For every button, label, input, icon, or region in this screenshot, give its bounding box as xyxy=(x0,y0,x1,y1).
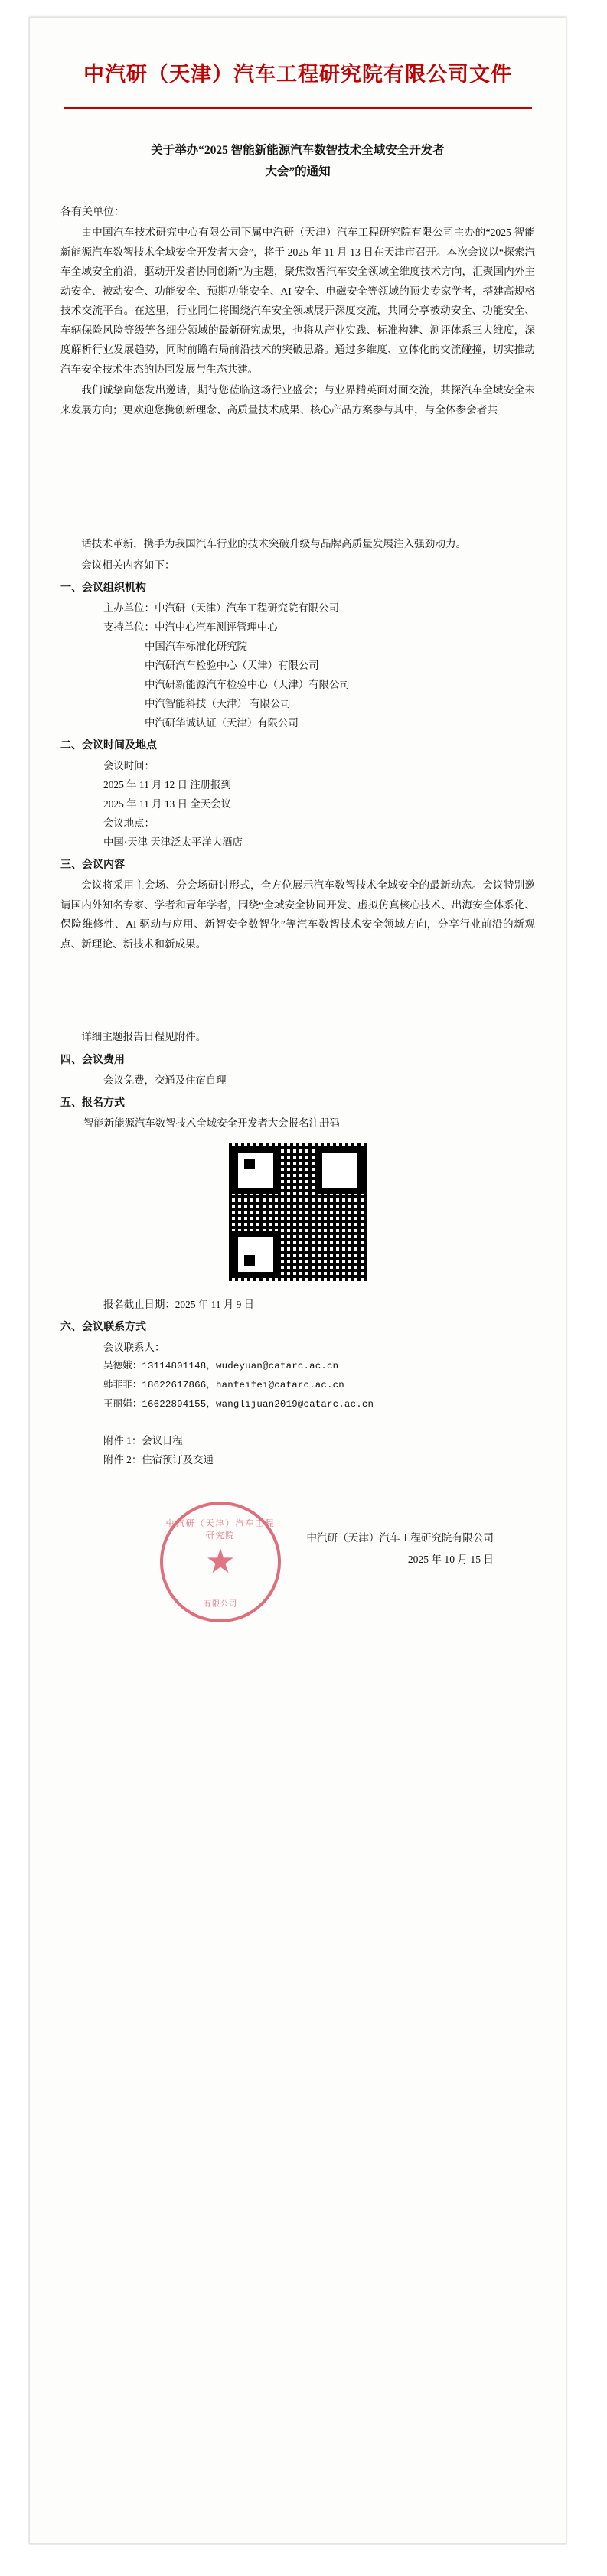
subject-line-1: 关于举办“2025 智能新能源汽车数智技术全域安全开发者 xyxy=(151,144,445,157)
registration-qr-code[interactable] xyxy=(229,1143,367,1281)
subject-line-2: 大会”的通知 xyxy=(265,165,331,178)
support-unit-3: 中汽研新能源汽车检验中心（天津）有限公司 xyxy=(145,679,350,690)
meeting-time-1: 2025 年 11 月 12 日 注册报到 xyxy=(103,779,231,791)
document-subject xyxy=(86,140,509,183)
section-title-6: 六、会议联系方式 xyxy=(60,1321,146,1333)
paragraph-6: 详细主题报告日程见附件。 xyxy=(81,1031,207,1042)
contact-3: 王丽娟：16622894155，wanglijuan2019@catarc.ac.cn xyxy=(103,1398,374,1410)
organizer-host: 主办单位：中汽研（天津）汽车工程研究院有限公司 xyxy=(103,602,339,614)
support-unit-4: 中汽智能科技（天津） 有限公司 xyxy=(145,698,291,709)
contact-1: 吴德娥：13114801148，wudeyuan@catarc.ac.cn xyxy=(103,1360,339,1371)
organizer-support: 支持单位：中汽中心汽车测评管理中心 xyxy=(103,621,278,633)
registration-deadline: 报名截止日期：2025 年 11 月 9 日 xyxy=(103,1298,255,1310)
paragraph-4: 会议相关内容如下： xyxy=(81,559,175,571)
addressee: 各有关单位： xyxy=(60,207,125,218)
seal-star-icon: ★ xyxy=(205,1542,236,1580)
seal-top-text: 中汽研（天津）汽车工程研究院 xyxy=(165,1518,276,1541)
contact-2: 韩菲菲：18622617866，hanfeifei@catarc.ac.cn xyxy=(103,1379,344,1391)
meeting-time-label: 会议时间： xyxy=(103,760,155,771)
meeting-place-1: 中国·天津 天津泛太平洋大酒店 xyxy=(103,836,243,848)
document-body xyxy=(60,36,535,1609)
section-title-3: 三、会议内容 xyxy=(60,859,125,871)
section-title-1: 一、会议组织机构 xyxy=(60,582,146,594)
support-unit-5: 中汽研华诚认证（天津）有限公司 xyxy=(145,717,299,729)
contact-label: 会议联系人： xyxy=(103,1341,165,1353)
spacer-before-attachments xyxy=(60,1414,535,1431)
paragraph-2: 我们诚挚向您发出邀请，期待您莅临这场行业盛会；与业界精英面对面交流，共探汽车全域安全未来发展方向；更欢迎您携创新理念、高质量技术成果、核心产品方案参与其中，与全体参会者共 xyxy=(60,384,535,416)
paragraph-5: 会议将采用主会场、分会场研讨形式，全方位展示汽车数智技术全域安全的最新动态。会议特别邀请国内外知名专家、学者和青年学者，围绕“全域安全协同开发、虚拟仿真核心技术、出海安全体系化、保险维修性、AI 驱动与应用、新智安全数智化”等汽车数智技术安全领域方向，分享行业前沿的新观点、新理论、新技术和新成果。 xyxy=(60,879,535,950)
page-break-gap-1 xyxy=(60,419,535,534)
section-title-5: 五、报名方式 xyxy=(60,1097,125,1109)
spacer-before-signature xyxy=(60,1469,535,1515)
meeting-time-2: 2025 年 11 月 13 日 全天会议 xyxy=(103,798,231,810)
section-title-4: 四、会议费用 xyxy=(60,1054,125,1066)
document-header-title: 中汽研（天津）汽车工程研究院有限公司文件 xyxy=(83,63,512,86)
paragraph-1: 由中国汽车技术研究中心有限公司下属中汽研（天津）汽车工程研究院有限公司主办的“2025 智能新能源汽车数智技术全域安全开发者大会”，将于 2025 年 11 月 13 日在天津市召开。本次会议以“探索汽车全域安全前沿，驱动开发者协同创新”为主题，聚焦数智汽车安全领域全维度技术方向，汇聚国内外主动安全、被动安全、功能安全、预期功能安全、AI 安全、电磁安全等领域的顶尖专家学者，搭建高规格技术交流平台。在这里，行业同仁将围绕汽车安全领域展开深度交流，共同分享被动安全、功能安全、车辆保险风险等级等各细分领域的最新研究成果，也将从产业实践、标准构建、测评体系三大维度，深度解析行业发展趋势，同时前瞻布局前沿技术的突破思路。通过多维度、立体化的交流碰撞，切实推动汽车安全技术生态的协同发展与生态共建。 xyxy=(60,227,535,375)
seal-bottom-text: 有限公司 xyxy=(204,1599,237,1609)
support-unit-1: 中国汽车标准化研究院 xyxy=(145,641,247,652)
paragraph-3: 话技术革新，携手为我国汽车行业的技术突破升级与品牌高质量发展注入强劲动力。 xyxy=(81,538,467,549)
qr-caption: 智能新能源汽车数智技术全域安全开发者大会报名注册码 xyxy=(83,1117,340,1129)
page-break-gap-2 xyxy=(60,954,535,1027)
attachment-1: 附件 1：会议日程 xyxy=(103,1434,183,1446)
qr-code-container xyxy=(60,1143,535,1281)
document-sheet xyxy=(29,17,566,2544)
fee-line: 会议免费，交通及住宿自理 xyxy=(103,1074,227,1086)
meeting-place-label: 会议地点： xyxy=(103,817,155,829)
header-red-rule xyxy=(64,107,532,109)
signature-organization: 中汽研（天津）汽车工程研究院有限公司 xyxy=(306,1531,494,1544)
signature-date: 2025 年 10 月 15 日 xyxy=(407,1553,494,1565)
attachment-2: 附件 2：住宿预订及交通 xyxy=(103,1453,214,1466)
section-title-2: 二、会议时间及地点 xyxy=(60,740,157,752)
signature-block xyxy=(60,1528,535,1570)
support-unit-2: 中汽研汽车检验中心（天津）有限公司 xyxy=(145,660,319,671)
company-seal xyxy=(160,1502,281,1622)
